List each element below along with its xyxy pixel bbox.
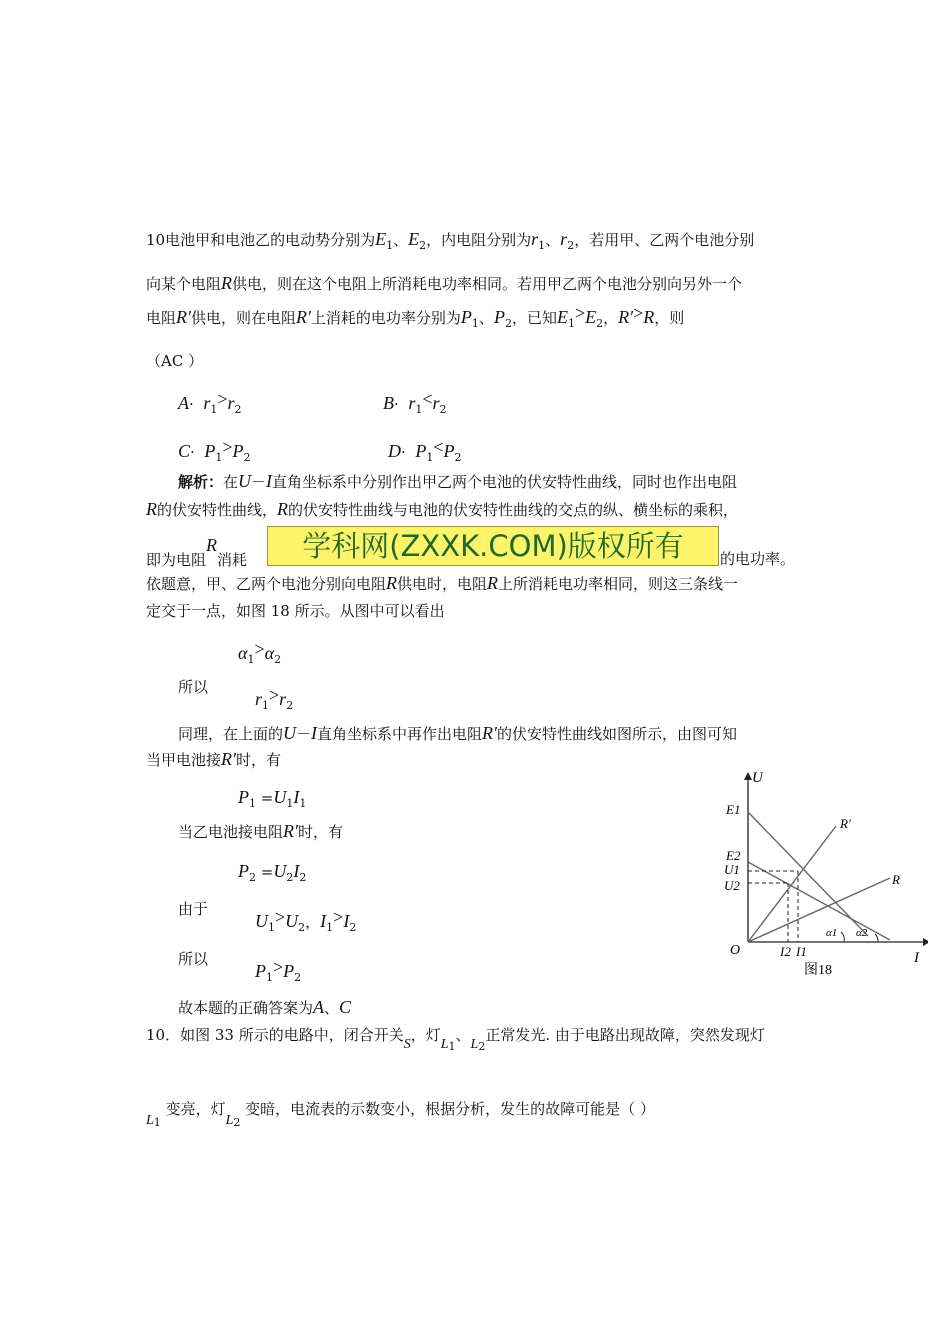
i-axis-arrow [923,938,928,946]
i1-label: I1 [796,944,807,959]
option-b: $B\cdot r_1<r_2$ [383,389,447,416]
formula-ui: $U_1>U_2$，$I_1>I_2$ [255,907,357,934]
r-label: R [892,872,900,887]
battery-2-line [748,862,890,940]
question-line: $L_1$ 变亮，灯$L_2$ 变暗，电流表的示数变小，根据分析，发生的故障可能是（ ） [146,1100,655,1129]
axis-u-label: U [752,770,763,786]
solution-line: 解析：在U－I直角坐标系中分别作出甲乙两个电池的伏安特性曲线，同时也作出电阻 [178,471,738,491]
formula-p2: $P_2 =U_2I_2$ [238,861,307,884]
r-prime-label: R′ [840,816,851,831]
question-line: 电阻R′供电，则在电阻R′上消耗的电功率分别为$P_1$、$P_2$，已知$E_1>E_2$，R′>R，则 [146,303,685,330]
alpha2-label: α2 [856,927,868,939]
solution-line: 当甲电池接R′时，有 [146,749,281,769]
solution-line: 定交于一点，如图 18 所示。从图中可以看出 [146,602,445,620]
resistor-r-line [748,878,890,942]
option-c: $C\cdot P_1>P_2$ [178,437,251,464]
formula-p1: $P_1 =U_1I_1$ [238,787,307,810]
u1-label: U1 [724,862,740,877]
question-line: 10电池甲和电池乙的电动势分别为$E_1$、$E_2$，内电阻分别为$r_1$、$r_2$，若用甲、乙两个电池分别 [146,229,755,252]
option-d: $D\cdot P_1<P_2$ [388,437,462,464]
u2-label: U2 [724,878,740,893]
solution-line: 依题意，甲、乙两个电池分别向电阻R供电时，电阻R上所消耗电功率相同，则这三条线一 [146,573,739,593]
e1-label: E1 [726,802,741,817]
question-line: 10．如图 33 所示的电路中，闭合开关S，灯$L_1$、$L_2$正常发光. 由于电路出现故障，突然发现灯 [146,1026,765,1053]
answer-hint: （AC ） [146,352,204,370]
figure-18-ui-graph [718,768,928,980]
formula-p: $P_1>P_2$ [255,957,302,984]
figure-caption: 图18 [804,963,832,978]
watermark: 学科网(ZXXK.COM)版权所有 [267,526,719,566]
resistor-r-prime-line [748,826,836,942]
solution-line: 同理，在上面的U－I直角坐标系中再作出电阻R′的伏安特性曲线如图所示，由图可知 [178,723,737,743]
alpha1-label: α1 [826,927,838,939]
u-axis-arrow [744,772,752,780]
solution-line: R的伏安特性曲线，R的伏安特性曲线与电池的伏安特性曲线的交点的纵、横坐标的乘积， [146,499,739,519]
final-answer: 故本题的正确答案为A、C [178,997,352,1017]
axis-i-label: I [914,950,919,966]
solution-line: 所以 [178,678,209,696]
i2-label: I2 [780,944,791,959]
solution-line-end: 的电功率。 [720,550,796,568]
option-a: $A\cdot r_1>r_2$ [178,389,242,416]
solution-line: 当乙电池接电阻R′时，有 [178,821,343,841]
alpha2-arc [875,934,878,942]
origin-label: O [730,943,741,958]
formula-alpha: $\alpha_1>\alpha_2$ [238,639,282,666]
e2-label: E2 [726,848,741,863]
solution-line: 即为电阻R消耗 [146,535,248,569]
solution-line: 所以 [178,950,209,968]
question-line: 向某个电阻R供电，则在这个电阻上所消耗电功率相同。若用甲乙两个电池分别向另外一个 [146,273,743,293]
formula-r: $r_1>r_2$ [255,685,294,712]
alpha1-arc [841,932,844,942]
solution-line: 由于 [178,900,209,918]
